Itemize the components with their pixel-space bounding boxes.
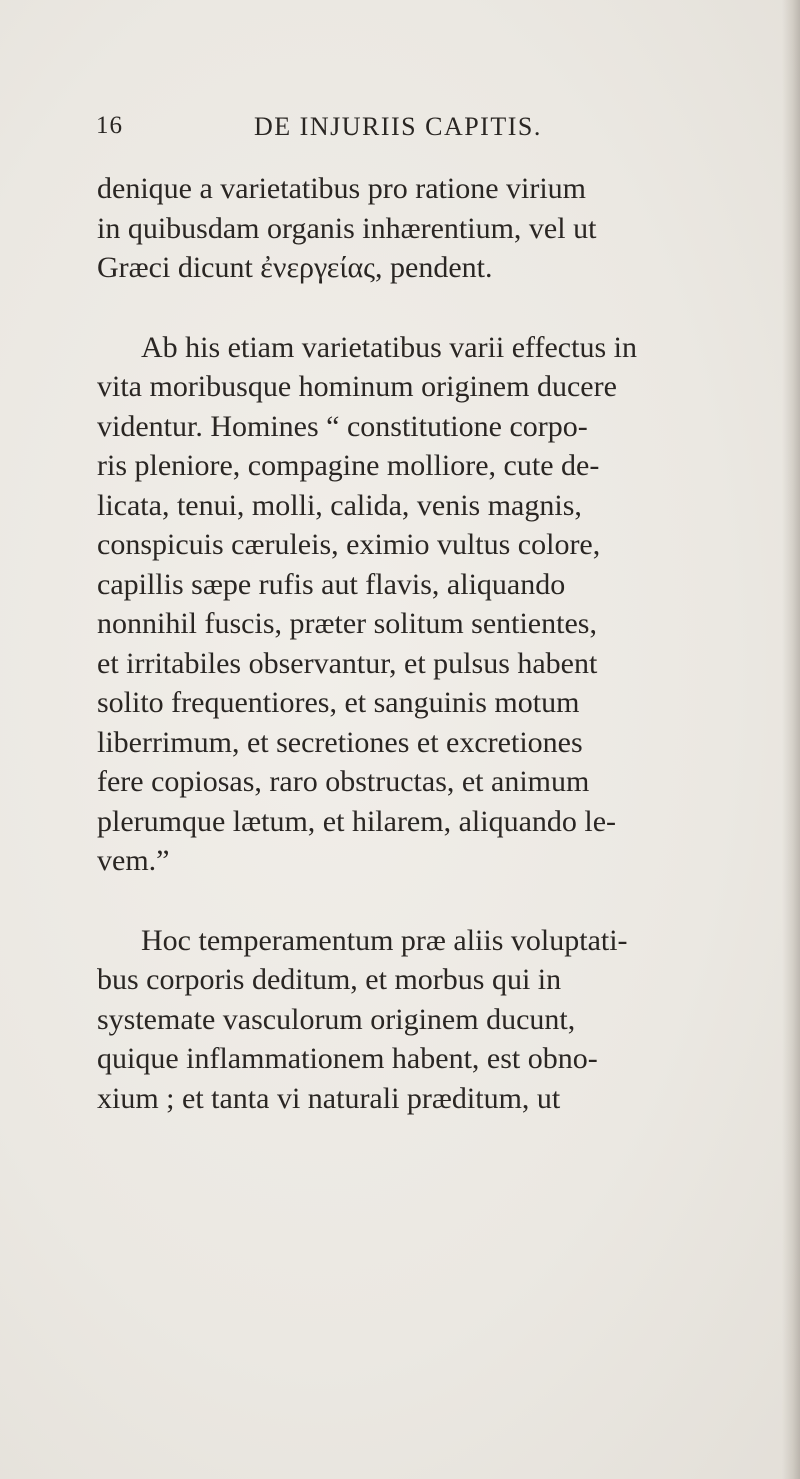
running-head: [96, 112, 716, 152]
text-line: Hoc temperamentum præ aliis voluptati-: [141, 923, 628, 957]
text-line: vita moribusque hominum originem ducere: [97, 370, 617, 403]
text-line: Ab his etiam varietatibus varii effectus in: [141, 330, 637, 364]
text-line: in quibusdam organis inhærentium, vel ut: [97, 211, 597, 245]
text-line: capillis sæpe rufis aut flavis, aliquando: [97, 567, 566, 601]
paragraph-gap: [97, 288, 737, 328]
paragraph-1: [97, 169, 737, 288]
paragraph-gap: [97, 881, 737, 921]
text-line: denique a varietatibus pro ratione virium: [97, 172, 587, 205]
text-line: liberrimum, et secretiones et excretiones: [97, 725, 583, 759]
text-line: systemate vasculorum originem ducunt,: [97, 1002, 576, 1036]
text-line: bus corporis deditum, et morbus qui in: [97, 963, 562, 996]
text-line: xium ; et tanta vi naturali præditum, ut: [97, 1081, 561, 1115]
text-line: fere copiosas, raro obstructas, et animum: [97, 765, 590, 798]
body-text: [97, 169, 737, 1118]
text-line: ris pleniore, compagine molliore, cute de-: [97, 449, 600, 482]
text-line: quique inflammationem habent, est obno-: [97, 1042, 598, 1075]
text-line: et irritabiles observantur, et pulsus habent: [97, 646, 598, 680]
text-line: videntur. Homines “ constitutione corpo-: [97, 409, 588, 443]
text-line: Græci dicunt ἐνεργείας, pendent.: [97, 251, 493, 284]
page-edge-shadow: [782, 0, 800, 1479]
page-number: 16: [96, 112, 123, 139]
text-line: plerumque lætum, et hilarem, aliquando le-: [97, 804, 617, 838]
paragraph-3: [97, 921, 737, 1119]
text-line: conspicuis cæruleis, eximio vultus colore,: [97, 528, 601, 561]
text-line: vem.”: [97, 844, 170, 877]
running-title: DE INJURIIS CAPITIS.: [254, 112, 542, 141]
text-line: nonnihil fuscis, præter solitum sentientes,: [97, 607, 597, 640]
paragraph-2: [97, 328, 737, 881]
text-line: solito frequentiores, et sanguinis motum: [97, 686, 580, 719]
text-line: licata, tenui, molli, calida, venis magnis,: [97, 488, 582, 522]
